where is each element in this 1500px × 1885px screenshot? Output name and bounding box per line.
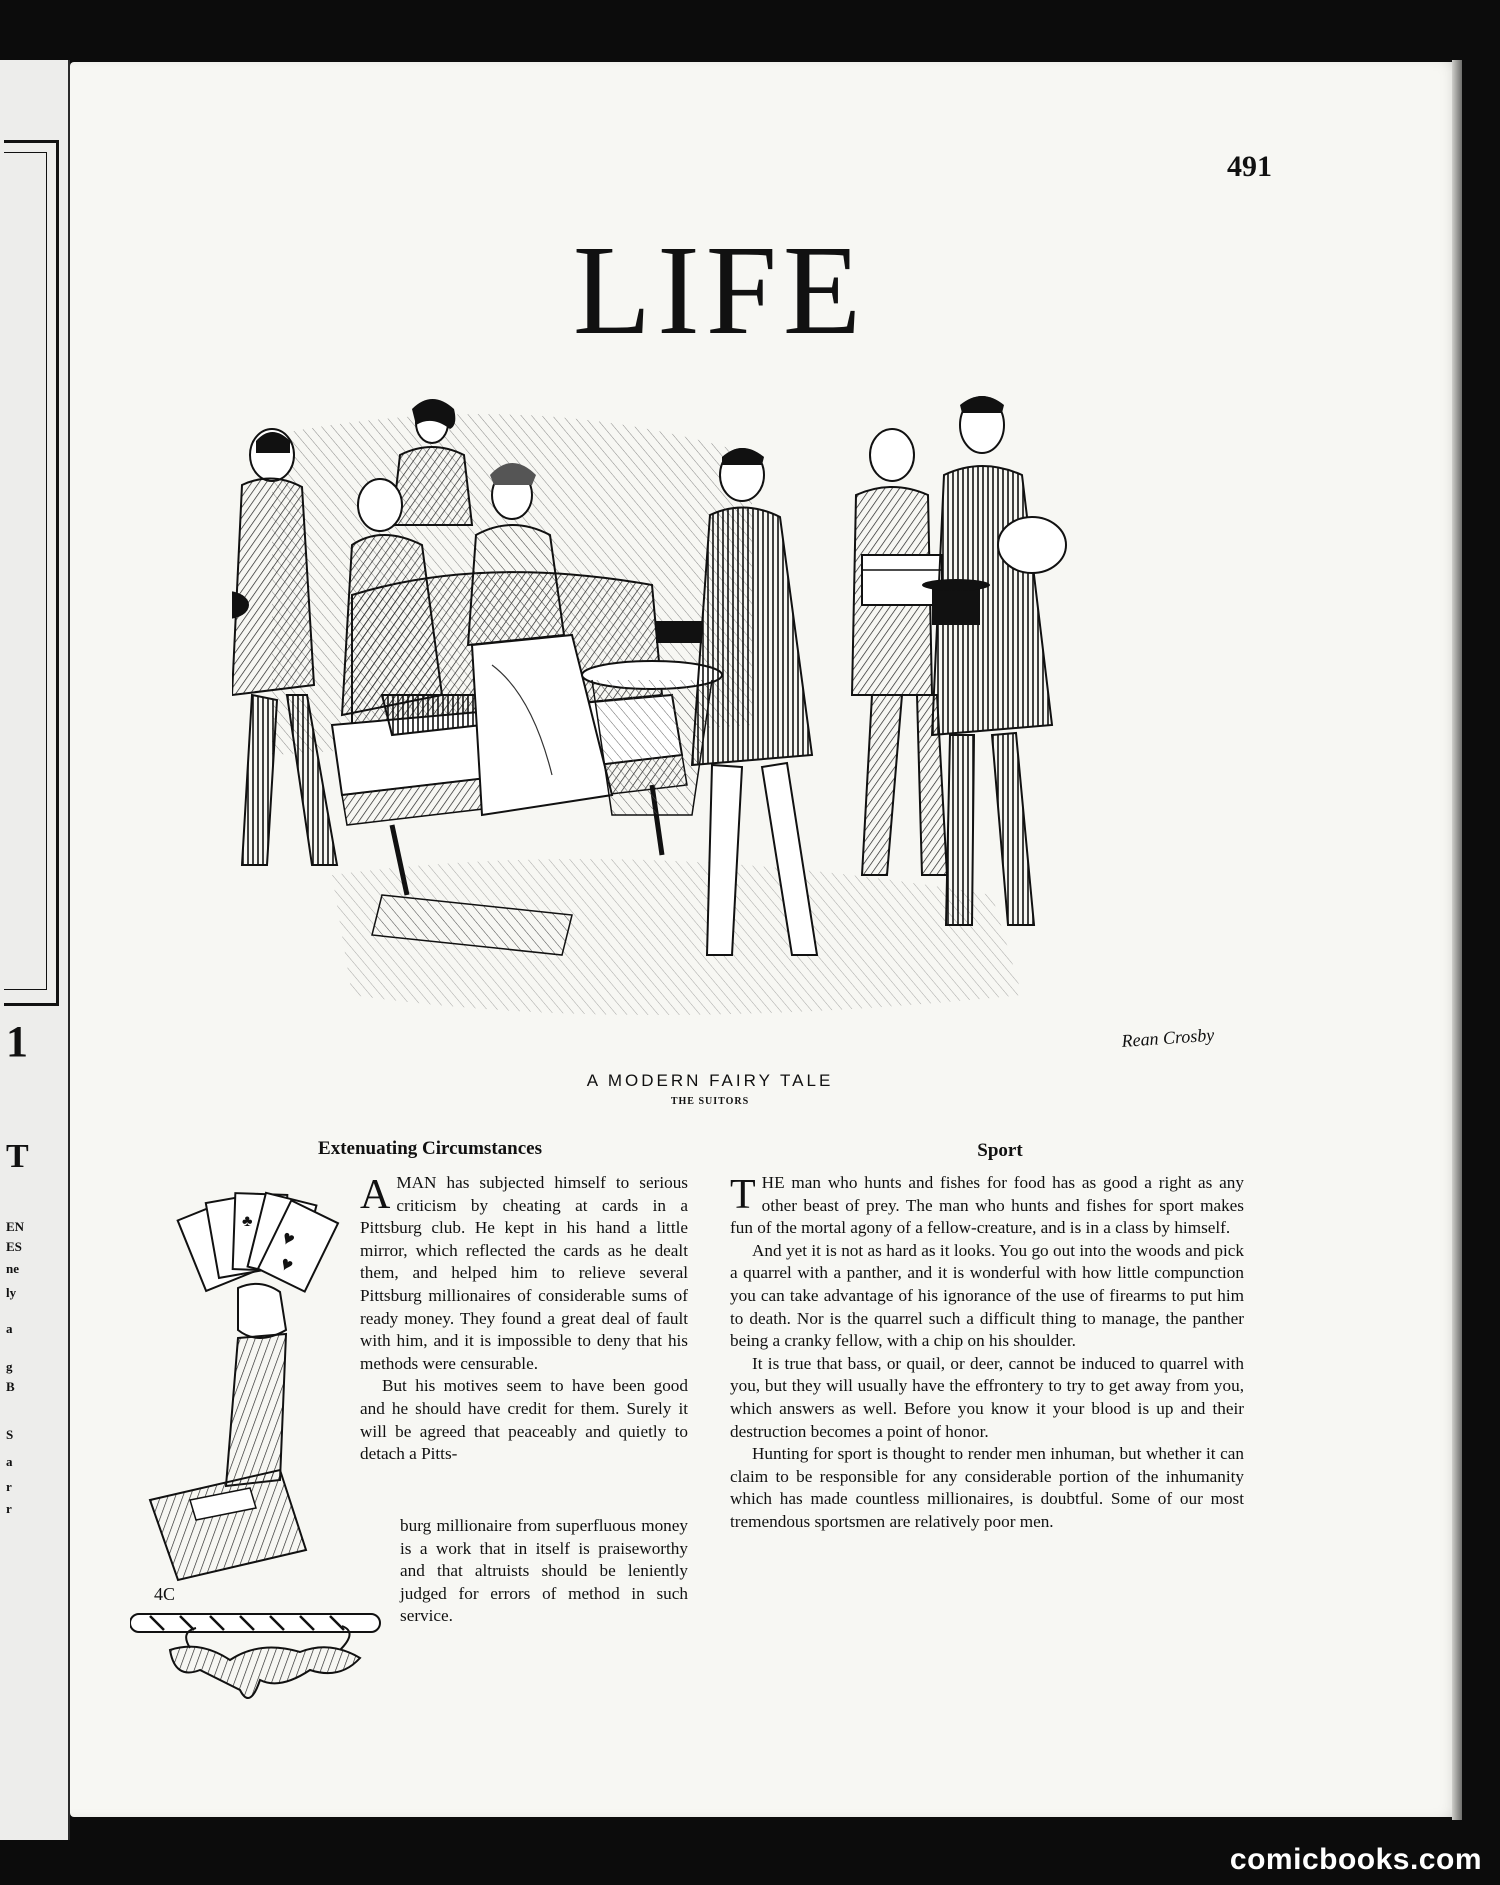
adjacent-page-inner-border <box>4 152 47 990</box>
adjacent-page-fragment: ly <box>6 1285 17 1300</box>
article2-paragraph-4: Hunting for sport is thought to render men inhuman, but whether it can claim to be responsible for any considerable portion of the inhumanity which has made countless millionaires, is doubtful. Some of our most tremendous sportsmen are relatively poor men. <box>730 1444 1244 1531</box>
figure-elderly-suitor <box>852 429 947 875</box>
svg-text:♥: ♥ <box>276 1252 297 1278</box>
magazine-masthead: LIFE <box>572 219 868 361</box>
svg-text:♣: ♣ <box>242 1213 253 1230</box>
adjacent-page-fragment: r <box>6 1501 12 1516</box>
adjacent-page-large-letter: 1 <box>6 1017 28 1066</box>
article2-paragraph-2: And yet it is not as hard as it looks. You go out into the woods and pick a quarrel with a panther, and it is wonderful with how little compunction you can take advantage of his ignorance of the use of firearms to put him to death. Nor is the quarrel such a difficult thing to manage, the panther being a cranky fellow, with a chip on his shoulder. <box>730 1240 1244 1351</box>
article2-paragraph-1-text: HE man who hunts and fishes for food has as good a right as any other beast of prey. The man who hunts and fishes for sport makes fun of the mortal agony of a fellow-creature, and is in a class by himself. <box>730 1173 1244 1238</box>
article-title-sport: Sport <box>977 1140 1023 1161</box>
article1-lead-column <box>360 1172 688 1466</box>
article2-paragraph-3: It is true that bass, or quail, or deer, cannot be induced to quarrel with you, but they will usually have the effrontery to try to get away from you, which answers as well. Before you know it your blood is up and their destruction becomes a point of honor. <box>730 1353 1244 1441</box>
illustration-caption-title: A MODERN FAIRY TALE <box>586 1071 834 1090</box>
hand <box>238 1284 286 1338</box>
article1-paragraph-2-end: burg millionaire from superfluous money is a work that in itself is praiseworthy and that altruists should be leniently judged for errors of method in such service. <box>400 1516 688 1626</box>
adjacent-page-fragment: a <box>6 1454 13 1469</box>
article2-dropcap: T <box>730 1172 756 1218</box>
article1-tail-column <box>400 1515 688 1628</box>
adjacent-page-fragment: g <box>6 1359 13 1374</box>
adjacent-page-fragment: ES <box>6 1239 22 1254</box>
article1-dropcap: A <box>360 1172 391 1218</box>
svg-text:♥: ♥ <box>277 1226 299 1252</box>
ornament-scroll <box>170 1647 360 1698</box>
article1-paragraph-1-text: MAN has subjected himself to serious criticism by cheating at cards in a Pittsburg club. He kept in his hand a little mirror, which reflected the cards as he dealt them, and helped him to relieve several Pittsburg millionaires of considerable sums of ready money. They found a great deal of fault with him, and it is impossible to deny that his methods were censurable. <box>360 1173 688 1373</box>
site-watermark: comicbooks.com <box>1229 1843 1482 1876</box>
article1-paragraph-2-start: But his motives seem to have been good and he should have credit for them. Surely it will be agreed that peaceably and quietly to detach a Pitts- <box>360 1376 688 1464</box>
cards-hand-vignette <box>130 1170 400 1710</box>
sleeve-upper <box>226 1334 286 1486</box>
page-number: 491 <box>1227 150 1272 183</box>
adjacent-page-fragment: a <box>6 1321 13 1336</box>
adjacent-page-fragment: B <box>6 1379 15 1394</box>
fairy-tale-illustration <box>232 395 1230 1067</box>
illustration-caption-subtitle: THE SUITORS <box>670 1096 750 1107</box>
adjacent-page-edge <box>0 60 70 1840</box>
adjacent-page-fragment: S <box>6 1427 14 1442</box>
adjacent-page-fragment: EN <box>6 1219 25 1234</box>
adjacent-page-fragment: r <box>6 1479 12 1494</box>
playing-cards-fan <box>178 1193 338 1292</box>
article2-paragraph-1 <box>730 1172 1244 1240</box>
article-title-extenuating: Extenuating Circumstances <box>318 1138 542 1159</box>
article2-column <box>730 1172 1244 1534</box>
adjacent-page-fragment: ne <box>6 1261 19 1276</box>
adjacent-page-large-letter-2: T <box>6 1138 29 1175</box>
vignette-initials: 4C <box>154 1584 176 1604</box>
artist-signature: Rean Crosby <box>1120 1024 1215 1051</box>
article1-paragraph-1 <box>360 1172 688 1375</box>
sleeve-lower <box>150 1470 306 1580</box>
page-right-edge-shadow <box>1452 60 1462 1820</box>
